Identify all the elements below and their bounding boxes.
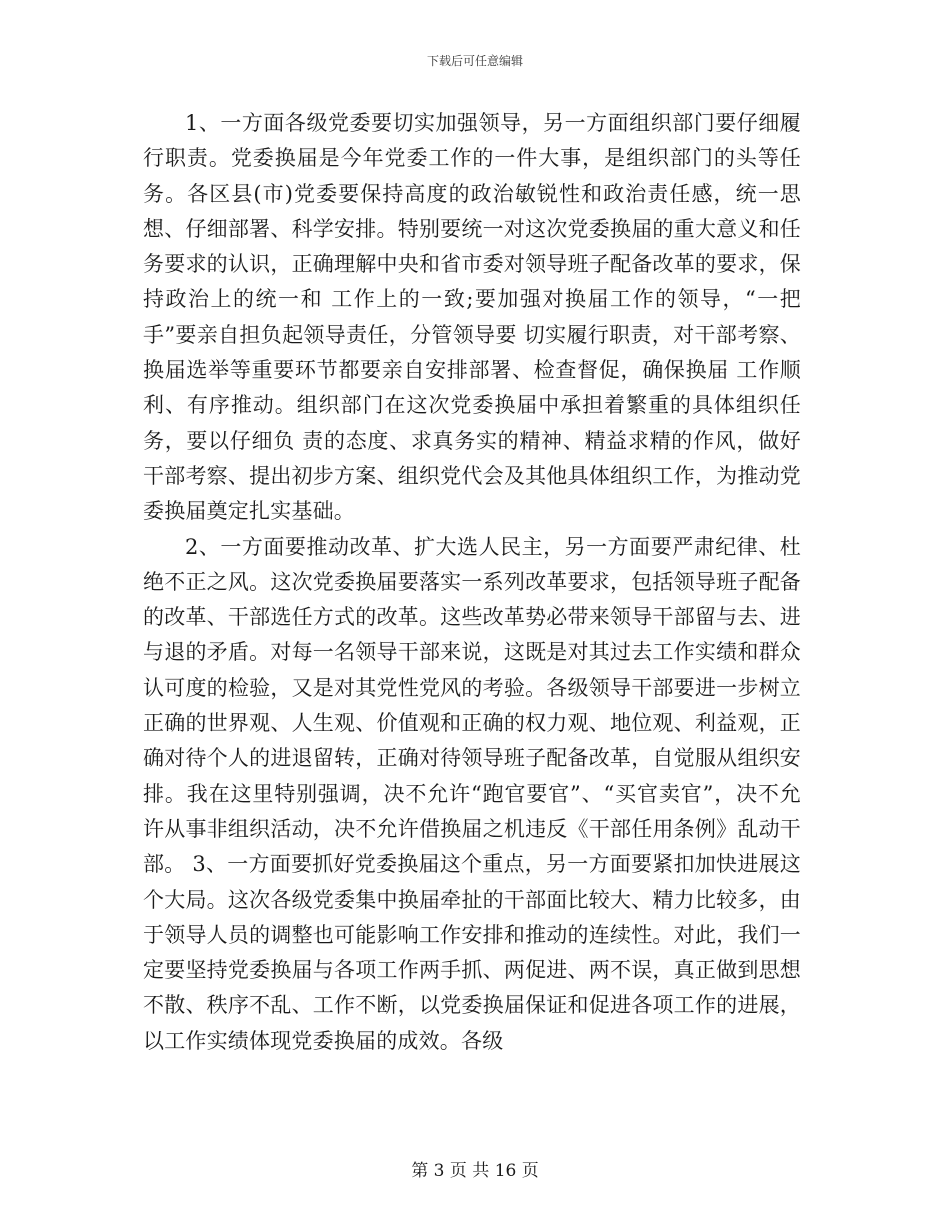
- paragraph-1: 1、一方面各级党委要切实加强领导，另一方面组织部门要仔细履行职责。党委换届是今年党委工作的一件大事，是组织部门的头等任务。各区县(市)党委要保持高度的政治敏锐性和政治责任感，统一思想、仔细部署、科学安排。特别要统一对这次党委换届的重大意义和任务要求的认识，正确理解中央和省市委对领导班子配备改革的要求，保持政治上的统一和 工作上的一致;要加强对换届工作的领导，“一把手”要亲自担负起领导责任，分管领导要 切实履行职责，对干部考察、换届选举等重要环节都要亲自安排部署、检查督促，确保换届 工作顺利、有序推动。组织部门在这次党委换届中承担着繁重的具体组织任务，要以仔细负 责的态度、求真务实的精神、精益求精的作风，做好干部考察、提出初步方案、组织党代会及其他具体组织工作，为推动党委换届奠定扎实基础。: [143, 111, 801, 524]
- page-number: 第 3 页 共 16 页: [411, 1161, 539, 1181]
- document-body: [143, 106, 801, 1059]
- page-header-note: 下载后可任意编辑: [426, 54, 523, 68]
- paragraph-2: 2、一方面要推动改革、扩大选人民主，另一方面要严肃纪律、杜绝不正之风。这次党委换届要落实一系列改革要求，包括领导班子配备的改革、干部选任方式的改革。这些改革势必带来领导干部留与去、进与退的矛盾。对每一名领导干部来说，这既是对其过去工作实绩和群众认可度的检验，又是对其党性党风的考验。各级领导干部要进一步树立正确的世界观、人生观、价值观和正确的权力观、地位观、利益观，正确对待个人的进退留转，正确对待领导班子配备改革，自觉服从组织安排。我在这里特别强调，决不允许“跑官要官”、“买官卖官”，决不允许从事非组织活动，决不允许借换届之机违反《干部任用条例》乱动干部。 3、一方面要抓好党委换届这个重点，另一方面要紧扣加快进展这个大局。这次各级党委集中换届牵扯的干部面比较大、精力比较多，由于领导人员的调整也可能影响工作安排和推动的连续性。对此，我们一定要坚持党委换届与各项工作两手抓、两促进、两不误，真正做到思想不散、秩序不乱、工作不断，以党委换届保证和促进各项工作的进展，以工作实绩体现党委换届的成效。各级: [143, 534, 801, 1053]
